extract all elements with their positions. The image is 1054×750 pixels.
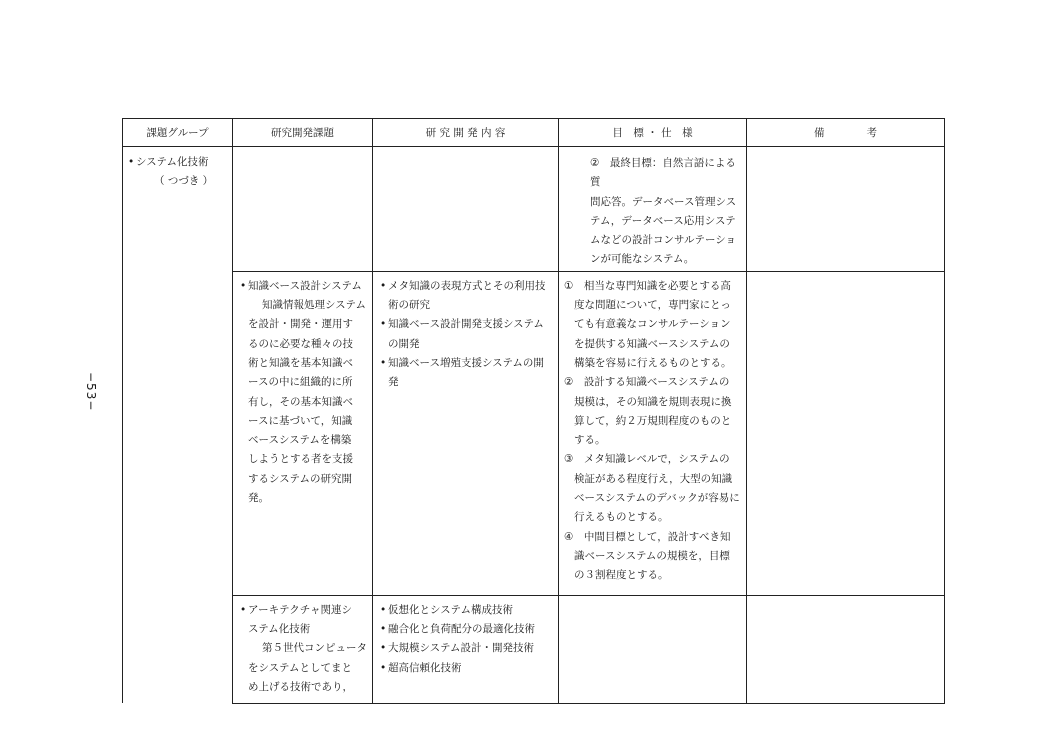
task-group-cell — [123, 147, 233, 704]
topic-line: をシステムとしてまと — [248, 661, 352, 674]
goal-line: 算して，約２万規則程度のものと — [574, 414, 732, 427]
group-continued: （ つづき ） — [154, 175, 214, 188]
goal-line: 検証がある程度行え，大型の知識 — [574, 472, 733, 485]
topic-line: るのに必要な種々の技 — [248, 337, 353, 350]
topic-cell — [233, 595, 373, 703]
topic-cell — [233, 271, 373, 595]
remarks-cell — [747, 147, 945, 272]
goal-cell — [559, 147, 747, 272]
header-row — [123, 119, 945, 147]
header-goals-specs: 目 標 ・ 仕 様 — [559, 119, 747, 147]
topic-line: ステム化技術 — [248, 623, 311, 636]
goal-line: 規模は，その知識を規則表現に換 — [574, 395, 732, 408]
header-research-topic: 研究開発課題 — [233, 119, 373, 147]
research-plan-table — [122, 118, 945, 704]
content-cell — [373, 595, 559, 703]
goal-line: の３割程度とする。 — [574, 569, 669, 582]
goal-line: 問応答。データベース管理シス — [590, 195, 737, 208]
content-cell — [373, 271, 559, 595]
header-research-content: 研 究 開 発 内 容 — [373, 119, 559, 147]
topic-line: 第５世代コンピュータ — [262, 642, 367, 655]
topic-line: ベースシステムを構築 — [248, 434, 352, 447]
topic-line: するシステムの研究開 — [248, 472, 352, 485]
topic-line: しようとする者を支援 — [248, 453, 353, 466]
goal-item: ① 相当な専門知識を必要とする高 — [564, 279, 731, 292]
topic-line: 有し，その基本知識ベ — [248, 395, 353, 408]
goal-item: ④ 中間目標として，設計すべき知 — [564, 530, 731, 543]
content-item: • 仮想化とシステム構成技術 — [380, 601, 553, 620]
goal-line: テム，データベース応用システ — [590, 214, 736, 227]
remarks-cell — [747, 595, 945, 703]
topic-line: め上げる技術であり， — [248, 680, 353, 693]
topic-title: • アーキテクチャ関連シ — [240, 601, 367, 620]
goal-line: ベースシステムのデバックが容易に — [574, 492, 740, 505]
topic-cell-empty — [233, 147, 373, 272]
topic-line: 術と知識を基本知識ベ — [248, 356, 353, 369]
content-item-cont: の開発 — [388, 337, 420, 350]
goal-cell-empty — [559, 595, 747, 703]
remarks-cell — [747, 271, 945, 595]
topic-line: を設計・開発・運用す — [248, 318, 353, 331]
goal-line: ② 最終目標：自然言語による質 — [590, 157, 736, 189]
content-item: • 知識ベース増殖支援システムの開 — [380, 354, 553, 373]
topic-line: 知識情報処理システム — [262, 299, 366, 312]
content-item-cont: 発 — [388, 376, 399, 389]
content-item: • 超高信頼化技術 — [380, 659, 553, 678]
goal-line: する。 — [574, 434, 606, 447]
goal-line: 識ベースシステムの規模を，目標 — [574, 549, 730, 562]
topic-title: • 知識ベース設計システム — [240, 277, 367, 296]
table-row — [123, 595, 945, 703]
page-number: −53− — [84, 372, 98, 412]
table-row — [123, 271, 945, 595]
header-task-group: 課題グループ — [123, 119, 233, 147]
goal-line: ムなどの設計コンサルテーショ — [590, 234, 737, 247]
content-item: • 融合化と負荷配分の最適化技術 — [380, 620, 553, 639]
topic-line: ースの中に組織的に所 — [248, 376, 353, 389]
group-name: • システム化技術 — [128, 153, 227, 172]
goal-line: 度な問題について，専門家にとっ — [574, 299, 731, 312]
content-cell-empty — [373, 147, 559, 272]
goal-item: ③ メタ知識レベルで，システムの — [564, 453, 730, 466]
goal-line: ても有意義なコンサルテーション — [574, 318, 731, 331]
table-row — [123, 147, 945, 272]
topic-line: ースに基づいて，知識 — [248, 414, 353, 427]
content-item: • 大規模システム設計・開発技術 — [380, 639, 553, 658]
header-remarks: 備 考 — [747, 119, 945, 147]
goal-line: 行えるものとする。 — [574, 511, 669, 524]
topic-line: 発。 — [248, 492, 269, 505]
goal-item: ② 設計する知識ベースシステムの — [564, 376, 730, 389]
goal-cell — [559, 271, 747, 595]
content-item-cont: 術の研究 — [388, 299, 430, 312]
goal-line: 構築を容易に行えるものとする。 — [574, 356, 732, 369]
goal-line: ンが可能なシステム。 — [590, 253, 695, 266]
content-item: • 知識ベース設計開発支援システム — [380, 315, 553, 334]
goal-line: を提供する知識ベースシステムの — [574, 337, 730, 350]
content-item: • メタ知識の表現方式とその利用技 — [380, 277, 553, 296]
